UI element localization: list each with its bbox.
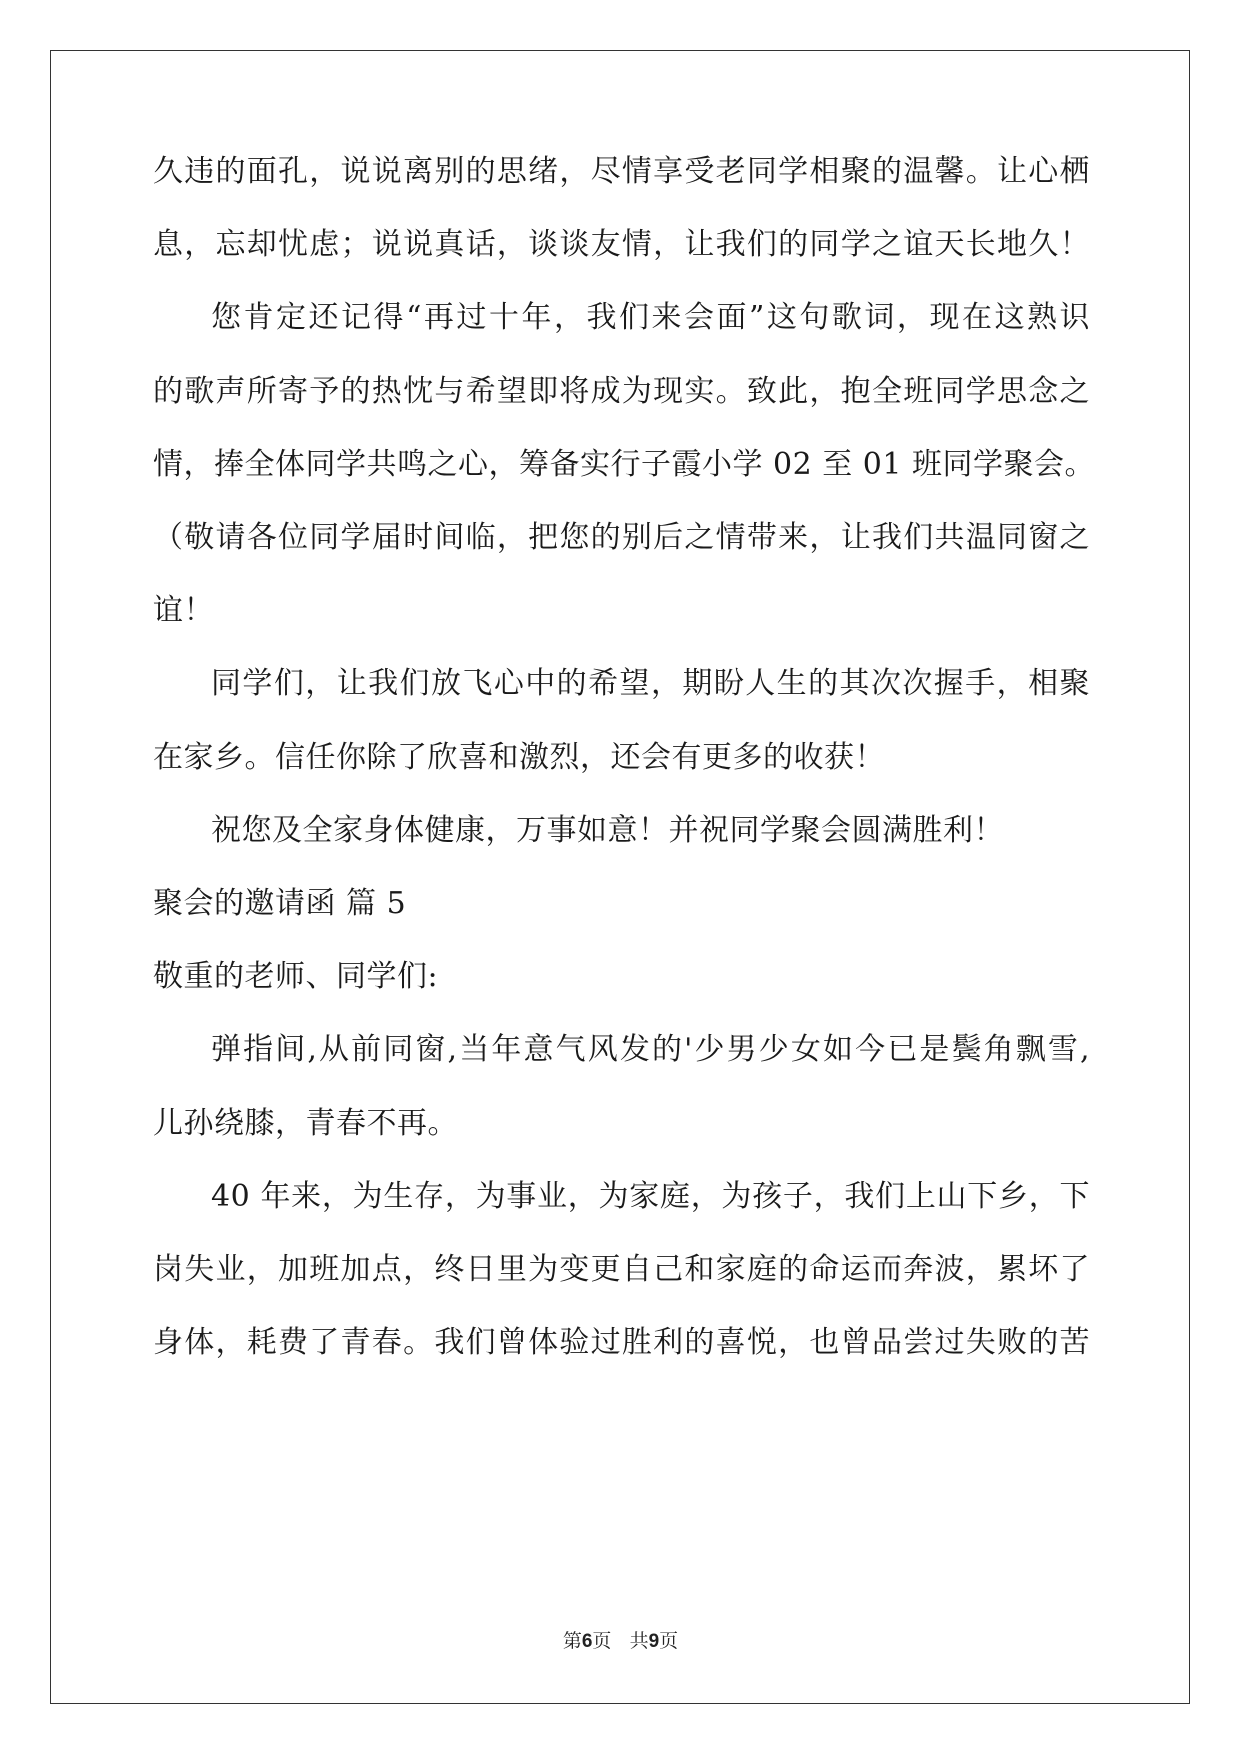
text-line: 身体，耗费了青春。我们曾体验过胜利的喜悦，也曾品尝过失败的苦 (153, 1325, 1090, 1361)
text-line: 情，捧全体同学共鸣之心，筹备实行子霞小学 02 至 01 班同学聚会。 (153, 446, 1095, 482)
text-line: （敬请各位同学届时间临，把您的别后之情带来，让我们共温同窗之 (153, 520, 1090, 555)
footer-prefix: 第 (562, 1630, 582, 1652)
text-line: 敬重的老师、同学们: (153, 959, 439, 995)
text-line: 聚会的邀请函 篇 5 (153, 886, 407, 921)
text-line: 谊！ (153, 593, 214, 629)
footer-page-word: 页 (592, 1630, 612, 1652)
text-line: 久违的面孔，说说离别的思绪，尽情享受老同学相聚的温馨。让心栖 (153, 154, 1090, 189)
text-line: 息，忘却忧虑；说说真话，谈谈友情，让我们的同学之谊天长地久！ (153, 227, 1090, 263)
text-line: 岗失业，加班加点，终日里为变更自己和家庭的命运而奔波，累坏了 (153, 1252, 1090, 1287)
footer-total-prefix: 共 (629, 1630, 649, 1652)
total-page-number: 9 (648, 1631, 660, 1652)
text-line: 您肯定还记得“再过十年，我们来会面”这句歌词，现在这熟识 (211, 300, 1090, 336)
text-line: 弹指间,从前同窗,当年意气风发的'少男少女如今已是鬓角飘雪, (211, 1032, 1090, 1068)
text-line: 40 年来，为生存，为事业，为家庭，为孩子，我们上山下乡，下 (211, 1178, 1090, 1214)
footer-total-suffix: 页 (659, 1630, 679, 1652)
current-page-number: 6 (581, 1631, 593, 1652)
text-line: 同学们，让我们放飞心中的希望，期盼人生的其次次握手，相聚 (211, 666, 1090, 702)
text-line: 的歌声所寄予的热忱与希望即将成为现实。致此，抱全班同学思念之 (153, 373, 1090, 409)
text-line: 祝您及全家身体健康，万事如意！并祝同学聚会圆满胜利！ (211, 812, 1004, 848)
text-line: 在家乡。信任你除了欣喜和激烈，还会有更多的收获！ (153, 739, 885, 775)
text-line: 儿孙绕膝，青春不再。 (153, 1105, 458, 1141)
page-footer (0, 1626, 1241, 1653)
